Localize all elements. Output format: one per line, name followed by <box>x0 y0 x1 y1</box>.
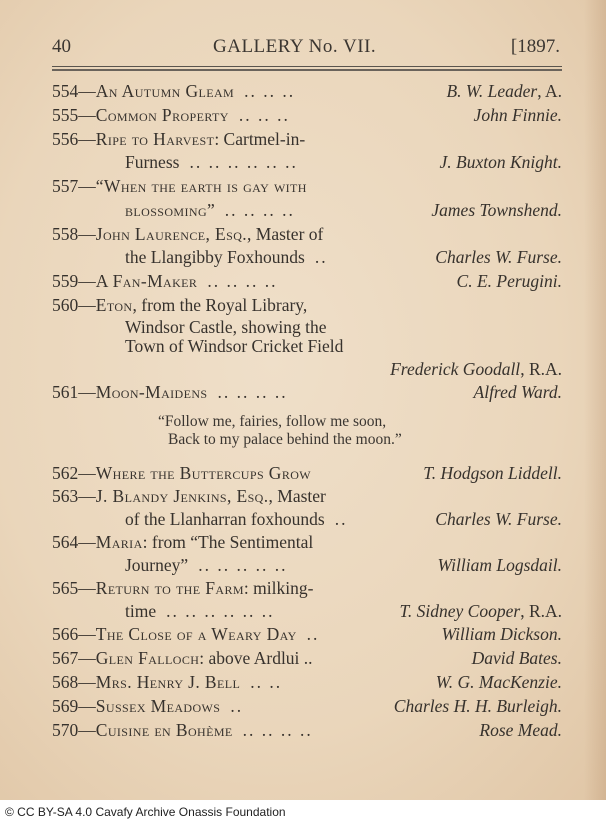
entry-text: : from “The Sentimental <box>142 532 314 552</box>
artist-suffix: , A. <box>537 81 562 101</box>
dash: — <box>78 624 96 644</box>
dash: — <box>78 176 96 196</box>
artist <box>399 601 562 622</box>
entry-title: Return to the Farm <box>95 578 244 598</box>
artist <box>440 152 562 173</box>
artist <box>479 720 562 741</box>
entry-text: Town of Windsor Cricket Field <box>125 336 344 356</box>
leader-dots: .. .. .. .. <box>224 200 295 220</box>
dash: — <box>78 81 96 101</box>
entry-number: 566 <box>52 624 79 644</box>
dash: — <box>78 648 96 668</box>
leader-dots: .. .. .. .. .. <box>198 555 288 575</box>
catalogue-line <box>52 359 562 381</box>
artist-name: B. W. Leader <box>446 81 538 101</box>
leader-dots: .. .. .. .. <box>217 382 288 402</box>
leader-dots: .. .. .. .. <box>242 720 313 740</box>
leader-dots: .. <box>314 247 328 267</box>
entry-number: 569 <box>52 696 79 716</box>
catalogue-line <box>52 382 562 404</box>
artist <box>472 648 562 669</box>
catalogue-line <box>52 648 562 670</box>
dash: — <box>78 486 96 506</box>
entry-title: Maria <box>95 532 143 552</box>
entry-text: the Llangibby Foxhounds <box>125 247 305 267</box>
entry-text: : Cartmel-in- <box>214 129 306 149</box>
entry-number: 568 <box>52 672 79 692</box>
leader-dots: .. .. .. .. .. .. <box>166 601 275 621</box>
artist <box>474 382 562 403</box>
entry-text: of the Llanharran foxhounds <box>125 509 325 529</box>
dash: — <box>78 224 96 244</box>
artist-name: Charles W. Furse. <box>435 509 562 529</box>
copyright-credit: © CC BY-SA 4.0 Cavafy Archive Onassis Foundation <box>5 805 286 819</box>
catalogue-line <box>52 601 562 623</box>
running-title: GALLERY No. VII. <box>213 36 377 57</box>
artist-name: J. Buxton Knight. <box>439 152 562 172</box>
entry-number: 554 <box>52 81 79 101</box>
artist <box>435 247 562 268</box>
artist <box>390 359 562 380</box>
leader-dots: .. <box>306 624 320 644</box>
dash: — <box>78 295 96 315</box>
catalogue-line <box>52 247 562 269</box>
dash: — <box>78 696 96 716</box>
catalogue-line <box>52 105 562 127</box>
artist <box>457 271 562 292</box>
entry-title: J. Blandy Jenkins, Esq. <box>95 486 269 506</box>
artist-name: W. G. MacKenzie. <box>435 672 562 692</box>
entry-text: , Master of <box>247 224 324 244</box>
quote-line: “Follow me, fairies, follow me soon, <box>158 413 387 430</box>
artist <box>438 555 562 576</box>
entry-number: 562 <box>52 463 79 483</box>
entry-title: “When the earth is gay with <box>95 176 307 196</box>
dash: — <box>78 578 96 598</box>
dash: — <box>78 129 96 149</box>
artist-name: William Logsdail. <box>437 555 562 575</box>
entry-text: Furness <box>125 152 180 172</box>
catalogue-line <box>52 224 562 246</box>
entry-text: Windsor Castle, showing the <box>125 317 327 337</box>
entry-number: 565 <box>52 578 79 598</box>
artist-name: Rose Mead. <box>479 720 562 740</box>
page-number: 40 <box>52 36 71 57</box>
artist-name: David Bates. <box>471 648 562 668</box>
artist-name: C. E. Perugini. <box>456 271 562 291</box>
catalogue-line <box>52 176 562 198</box>
catalogue-line <box>52 555 562 577</box>
entry-title: The Close of a Weary Day <box>95 624 297 644</box>
entry-text: ” <box>207 200 215 220</box>
quote-line: Back to my palace behind the moon.” <box>168 431 402 448</box>
artist <box>394 696 562 717</box>
entry-number: 559 <box>52 271 79 291</box>
entry-text: , from the Royal Library, <box>132 295 308 315</box>
dash: — <box>78 720 96 740</box>
artist <box>441 624 562 645</box>
dash: — <box>78 672 96 692</box>
entry-title: Ripe to Harvest <box>95 129 215 149</box>
entry-number: 555 <box>52 105 79 125</box>
header-rule <box>52 66 562 67</box>
artist-name: Alfred Ward. <box>473 382 562 402</box>
entry-title: Cuisine en Bohème <box>95 720 233 740</box>
entry-number: 567 <box>52 648 79 668</box>
entry-title: A Fan-Maker <box>95 271 198 291</box>
entry-title: Sussex Meadows <box>95 696 221 716</box>
entry-number: 556 <box>52 129 79 149</box>
artist-name: T. Sidney Cooper <box>399 601 521 621</box>
dash: — <box>78 271 96 291</box>
catalogue-line <box>52 129 562 151</box>
catalogue-line <box>52 271 562 293</box>
entry-title: Glen Falloch <box>95 648 200 668</box>
artist <box>435 509 562 530</box>
catalogue-line <box>52 463 562 485</box>
entry-number: 570 <box>52 720 79 740</box>
entry-text: : milking- <box>243 578 314 598</box>
artist <box>423 463 562 484</box>
entry-number: 564 <box>52 532 79 552</box>
artist-name: T. Hodgson Liddell. <box>423 463 562 483</box>
entry-text: time <box>125 601 157 621</box>
entry-number: 561 <box>52 382 79 402</box>
leader-dots: .. .. .. .. <box>207 271 278 291</box>
catalogue-line <box>52 152 562 174</box>
entry-title: An Autumn Gleam <box>95 81 235 101</box>
artist <box>474 105 562 126</box>
catalogue-line <box>52 532 562 554</box>
entry-number: 557 <box>52 176 79 196</box>
catalogue-line <box>52 624 562 646</box>
artist-name: William Dickson. <box>441 624 562 644</box>
entry-number: 563 <box>52 486 79 506</box>
leader-dots: .. .. .. <box>238 105 290 125</box>
header-rule-thick <box>52 69 562 71</box>
entry-title: Common Property <box>95 105 229 125</box>
catalogue-line <box>52 672 562 694</box>
entry-number: 560 <box>52 295 79 315</box>
catalogue-line <box>52 81 562 103</box>
artist-name: James Townshend. <box>431 200 562 220</box>
catalogue-line <box>52 336 562 358</box>
entry-text: , Master <box>268 486 326 506</box>
leader-dots: .. <box>334 509 348 529</box>
catalogue-line <box>52 200 562 222</box>
leader-dots: .. .. <box>250 672 283 692</box>
artist-suffix: , R.A. <box>520 601 562 621</box>
catalogue-line <box>52 509 562 531</box>
artist-name: Charles H. H. Burleigh. <box>393 696 562 716</box>
entry-title: Moon-Maidens <box>95 382 208 402</box>
catalogue-line <box>52 578 562 600</box>
dash: — <box>78 532 96 552</box>
leader-dots: .. .. .. .. .. .. <box>189 152 298 172</box>
leader-dots: .. .. .. <box>244 81 296 101</box>
catalogue-line <box>52 696 562 718</box>
artist <box>446 81 562 102</box>
entry-text: : above Ardlui .. <box>199 648 313 668</box>
entry-title: John Laurence, Esq. <box>95 224 248 244</box>
catalogue-line <box>52 720 562 742</box>
dash: — <box>78 105 96 125</box>
artist-name: Charles W. Furse. <box>435 247 562 267</box>
artist-suffix: , R.A. <box>520 359 562 379</box>
entry-text: Journey” <box>125 555 189 575</box>
catalogue-line <box>52 295 562 317</box>
dash: — <box>78 382 96 402</box>
catalogue-line <box>52 486 562 508</box>
entry-title: Where the Buttercups Grow <box>95 463 312 483</box>
entry-number: 558 <box>52 224 79 244</box>
entry-title: Eton <box>95 295 133 315</box>
artist-name: John Finnie. <box>473 105 562 125</box>
dash: — <box>78 463 96 483</box>
entry-title: blossoming <box>125 200 208 220</box>
artist <box>431 200 562 221</box>
entry-title: Mrs. Henry J. Bell <box>95 672 241 692</box>
artist <box>436 672 562 693</box>
leader-dots: .. <box>230 696 244 716</box>
year: [1897. <box>510 36 560 57</box>
artist-name: Frederick Goodall <box>390 359 521 379</box>
